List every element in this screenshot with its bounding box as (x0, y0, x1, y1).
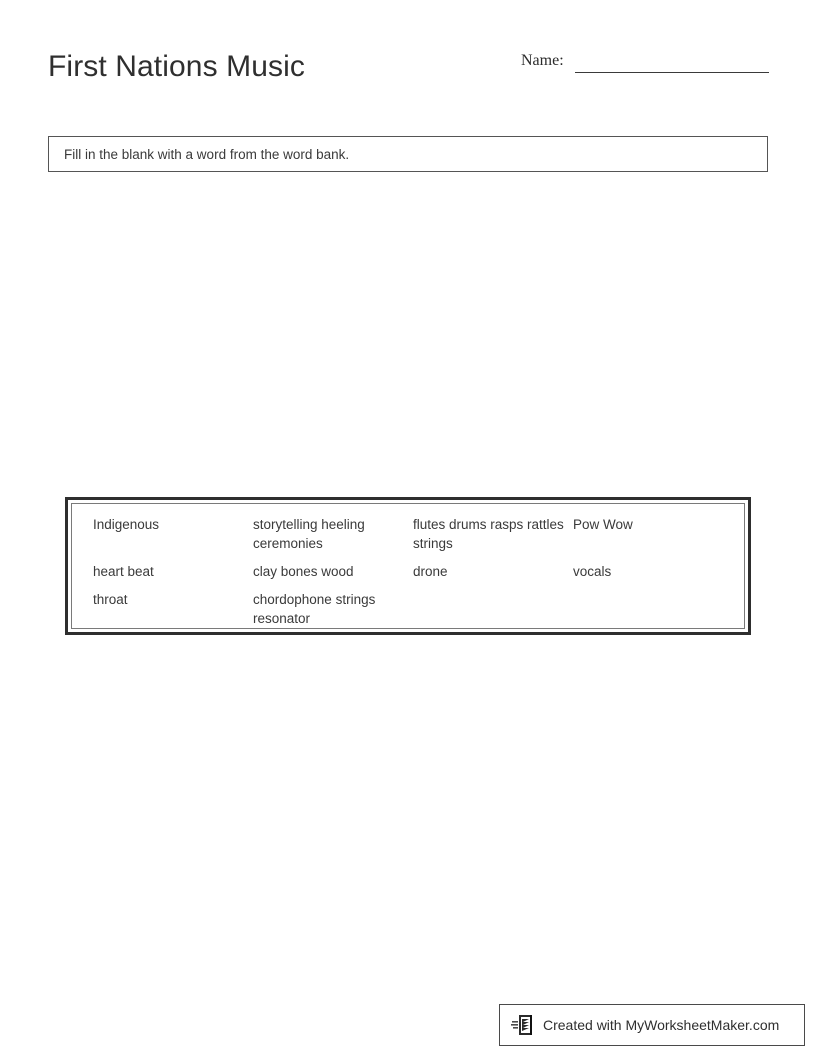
word-bank-inner-border (71, 503, 745, 629)
word-bank-grid (72, 504, 744, 628)
word-bank-item: flutes drums rasps rattles strings (413, 517, 564, 551)
myworksheetmaker-logo-icon (510, 1012, 536, 1038)
word-bank-item: Pow Wow (573, 517, 633, 532)
name-label: Name: (521, 52, 564, 69)
word-bank (65, 497, 751, 635)
footer-attribution-text: Created with MyWorksheetMaker.com (543, 1017, 780, 1033)
word-bank-item: chordophone strings resonator (253, 592, 376, 626)
worksheet-header (0, 0, 816, 110)
page-title: First Nations Music (48, 50, 305, 83)
word-bank-item: storytelling heeling ceremonies (253, 517, 365, 551)
instruction-text: Fill in the blank with a word from the word bank. (64, 147, 350, 162)
footer-inner (500, 1005, 804, 1045)
footer-attribution-badge[interactable] (499, 1004, 805, 1046)
instruction-box (48, 136, 768, 172)
name-block (521, 50, 771, 80)
word-bank-item: clay bones wood (253, 564, 354, 579)
name-input-line[interactable] (575, 72, 769, 73)
word-bank-item: vocals (573, 564, 612, 579)
word-bank-item (573, 590, 725, 628)
questions-area (48, 186, 768, 486)
word-bank-item: throat (93, 592, 128, 607)
word-bank-item: heart beat (93, 564, 154, 579)
word-bank-item: Indigenous (93, 517, 160, 532)
word-bank-item (413, 590, 565, 628)
word-bank-item: drone (413, 564, 448, 579)
